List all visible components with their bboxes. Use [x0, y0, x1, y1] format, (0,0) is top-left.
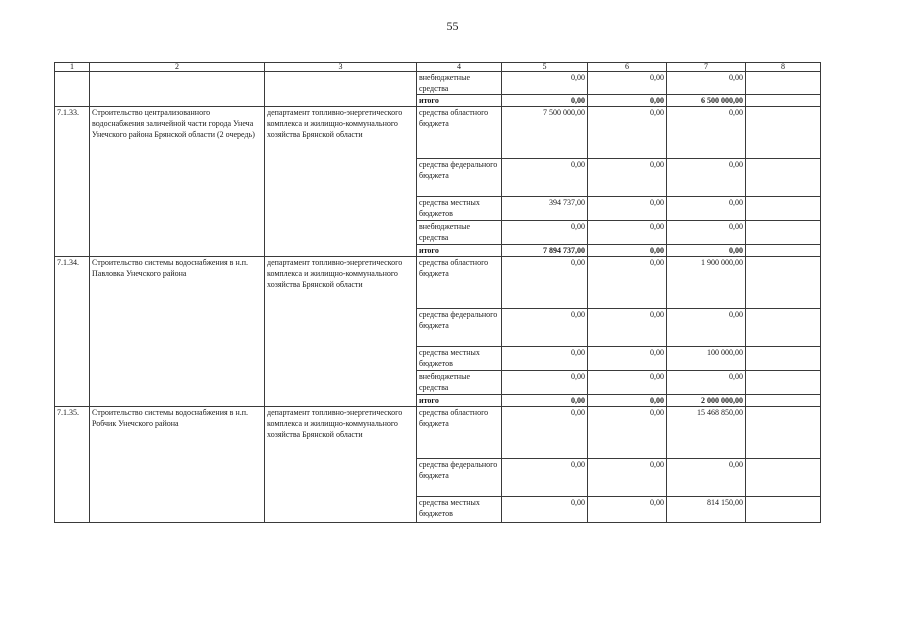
column-number-3: 3	[265, 63, 417, 72]
table-row	[55, 407, 821, 459]
amount-cell-c5: 0,00	[502, 407, 588, 459]
funding-source-cell: внебюджетные средства	[417, 371, 502, 395]
amount-cell-c7: 0,00	[667, 72, 746, 95]
amount-cell-c5: 0,00	[502, 72, 588, 95]
amount-cell-c5: 0,00	[502, 371, 588, 395]
funding-source-cell: средства федерального бюджета	[417, 309, 502, 347]
page-number: 55	[446, 19, 459, 33]
amount-cell-c5: 0,00	[502, 221, 588, 245]
amount-cell-c6: 0,00	[588, 371, 667, 395]
note-cell	[746, 107, 821, 159]
amount-cell-c6: 0,00	[588, 245, 667, 257]
amount-cell-c5: 0,00	[502, 159, 588, 197]
amount-cell-c5: 0,00	[502, 459, 588, 497]
note-cell	[746, 407, 821, 459]
amount-cell-c6: 0,00	[588, 95, 667, 107]
funding-source-cell: итого	[417, 395, 502, 407]
note-cell	[746, 72, 821, 95]
project-code-cell: 7.1.33.	[55, 107, 90, 257]
note-cell	[746, 497, 821, 523]
funding-source-cell: внебюджетные средства	[417, 72, 502, 95]
funding-source-cell: средства областного бюджета	[417, 257, 502, 309]
note-cell	[746, 257, 821, 309]
note-cell	[746, 347, 821, 371]
funding-source-cell: итого	[417, 95, 502, 107]
project-name-cell: Строительство системы водоснабжения в н.п. Павловка Унечского района	[90, 257, 265, 407]
amount-cell-c7: 0,00	[667, 309, 746, 347]
project-code-cell: 7.1.35.	[55, 407, 90, 523]
project-code-cell: 7.1.34.	[55, 257, 90, 407]
amount-cell-c7: 814 150,00	[667, 497, 746, 523]
amount-cell-c5: 0,00	[502, 497, 588, 523]
responsible-dept-cell: департамент топливно-энергетического комплекса и жилищно-коммунального хозяйства Брянской области	[265, 407, 417, 523]
note-cell	[746, 197, 821, 221]
amount-cell-c7: 1 900 000,00	[667, 257, 746, 309]
amount-cell-c6: 0,00	[588, 309, 667, 347]
amount-cell-c6: 0,00	[588, 72, 667, 95]
amount-cell-c6: 0,00	[588, 197, 667, 221]
amount-cell-c7: 2 000 000,00	[667, 395, 746, 407]
amount-cell-c7: 0,00	[667, 371, 746, 395]
amount-cell-c5: 0,00	[502, 257, 588, 309]
note-cell	[746, 459, 821, 497]
note-cell	[746, 221, 821, 245]
amount-cell-c7: 100 000,00	[667, 347, 746, 371]
amount-cell-c5: 0,00	[502, 95, 588, 107]
amount-cell-c6: 0,00	[588, 395, 667, 407]
table-row	[55, 72, 821, 95]
funding-source-cell: средства областного бюджета	[417, 107, 502, 159]
column-number-4: 4	[417, 63, 502, 72]
funding-source-cell: внебюджетные средства	[417, 221, 502, 245]
responsible-dept-cell: департамент топливно-энергетического комплекса и жилищно-коммунального хозяйства Брянской области	[265, 257, 417, 407]
project-name-cell: Строительство централизованного водоснабжения заличейной части города Унеча Унечского района Брянской области (2 очередь)	[90, 107, 265, 257]
table-body	[55, 63, 821, 523]
note-cell	[746, 309, 821, 347]
continued-dept-cell	[265, 72, 417, 107]
amount-cell-c7: 0,00	[667, 107, 746, 159]
amount-cell-c6: 0,00	[588, 159, 667, 197]
amount-cell-c6: 0,00	[588, 221, 667, 245]
amount-cell-c7: 0,00	[667, 159, 746, 197]
amount-cell-c5: 394 737,00	[502, 197, 588, 221]
amount-cell-c5: 0,00	[502, 395, 588, 407]
amount-cell-c6: 0,00	[588, 407, 667, 459]
amount-cell-c6: 0,00	[588, 497, 667, 523]
continued-name-cell	[90, 72, 265, 107]
column-number-7: 7	[667, 63, 746, 72]
amount-cell-c6: 0,00	[588, 107, 667, 159]
amount-cell-c7: 6 500 000,00	[667, 95, 746, 107]
continued-code-cell	[55, 72, 90, 107]
table-row	[55, 107, 821, 159]
column-number-row	[55, 63, 821, 72]
amount-cell-c6: 0,00	[588, 347, 667, 371]
funding-source-cell: средства местных бюджетов	[417, 197, 502, 221]
note-cell	[746, 95, 821, 107]
amount-cell-c5: 7 500 000,00	[502, 107, 588, 159]
responsible-dept-cell: департамент топливно-энергетического комплекса и жилищно-коммунального хозяйства Брянской области	[265, 107, 417, 257]
amount-cell-c5: 7 894 737,00	[502, 245, 588, 257]
amount-cell-c7: 0,00	[667, 245, 746, 257]
funding-source-cell: средства федерального бюджета	[417, 459, 502, 497]
table-row	[55, 257, 821, 309]
amount-cell-c7: 0,00	[667, 221, 746, 245]
column-number-6: 6	[588, 63, 667, 72]
note-cell	[746, 245, 821, 257]
amount-cell-c6: 0,00	[588, 459, 667, 497]
project-name-cell: Строительство системы водоснабжения в н.п. Робчик Унечского района	[90, 407, 265, 523]
amount-cell-c5: 0,00	[502, 347, 588, 371]
column-number-2: 2	[90, 63, 265, 72]
budget-table	[54, 62, 821, 523]
funding-source-cell: средства местных бюджетов	[417, 497, 502, 523]
funding-source-cell: средства областного бюджета	[417, 407, 502, 459]
column-number-8: 8	[746, 63, 821, 72]
amount-cell-c5: 0,00	[502, 309, 588, 347]
note-cell	[746, 395, 821, 407]
funding-source-cell: средства местных бюджетов	[417, 347, 502, 371]
funding-source-cell: средства федерального бюджета	[417, 159, 502, 197]
amount-cell-c7: 0,00	[667, 459, 746, 497]
funding-source-cell: итого	[417, 245, 502, 257]
amount-cell-c6: 0,00	[588, 257, 667, 309]
amount-cell-c7: 0,00	[667, 197, 746, 221]
note-cell	[746, 371, 821, 395]
note-cell	[746, 159, 821, 197]
amount-cell-c7: 15 468 850,00	[667, 407, 746, 459]
column-number-1: 1	[55, 63, 90, 72]
column-number-5: 5	[502, 63, 588, 72]
